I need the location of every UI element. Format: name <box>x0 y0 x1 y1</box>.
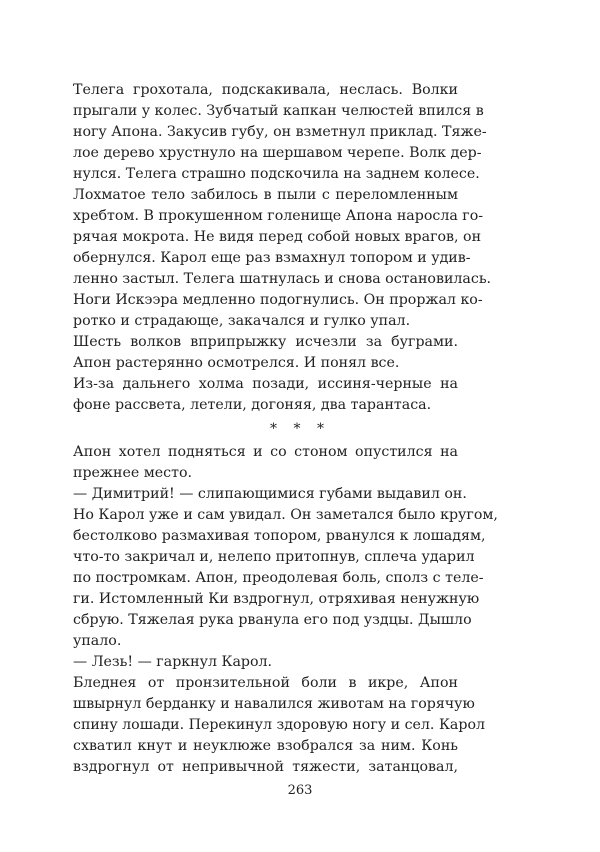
text-line: ротко и страдающе, закачался и гулко упал. <box>73 313 411 329</box>
text-line: что-то закричал и, нелепо притопнув, сплеча ударил <box>73 549 475 565</box>
text-line: ногу Апона. Закусив губу, он взметнул приклад. Тяже- <box>73 124 487 140</box>
text-line: Лохматое тело забилось в пыли с переломленным <box>73 187 458 203</box>
text-line: прыгали у колес. Зубчатый капкан челюстей впился в <box>73 103 484 119</box>
text-line: нулся. Телега страшно подскочила на заднем колесе. <box>73 166 480 182</box>
text-line: бестолково размахивая топором, рванулся к лошадям, <box>73 528 486 544</box>
text-line: прежнее место. <box>73 465 193 481</box>
text-line: Но Карол уже и сам увидал. Он заметался было кругом, <box>73 507 498 523</box>
text-line: хребтом. В прокушенном голенище Апона наросла го- <box>73 208 484 224</box>
text-line: обернулся. Карол еще раз взмахнул топором и удив- <box>73 250 471 266</box>
text-line: Апон растерянно осмотрелся. И понял все. <box>73 355 400 371</box>
page-number: 263 <box>287 783 313 798</box>
text-line: рячая мокрота. Не видя перед собой новых врагов, он <box>73 229 482 245</box>
text-line: ги. Истомленный Ки вздрогнул, отряхивая ненужную <box>73 591 480 607</box>
text-line: спину лошади. Перекинул здоровую ногу и сел. Карол <box>73 717 486 733</box>
text-line: — Димитрий! — слипающимися губами выдавил он. <box>73 486 467 502</box>
text-line: Из-за дальнего холма позади, иссиня-черные на <box>73 376 458 392</box>
text-line: схватил кнут и неуклюже взобрался за ним. Конь <box>73 738 458 754</box>
text-line: Бледнея от пронзительной боли в икре, Апон <box>73 675 458 691</box>
text-line: лое дерево хрустнуло на шершавом черепе. Волк дер- <box>73 145 482 161</box>
text-line: Ноги Искээра медленно подогнулись. Он проржал ко- <box>73 292 483 308</box>
text-line: Апон хотел подняться и со стоном опустился на <box>73 444 458 460</box>
section-separator: * * * <box>270 421 330 437</box>
text-line: фоне рассвета, летели, догоняя, два тарантаса. <box>73 397 432 413</box>
text-line: — Лезь! — гаркнул Карол. <box>73 654 273 670</box>
text-line: ленно застыл. Телега шатнулась и снова остановилась. <box>73 271 492 287</box>
text-line: упало. <box>73 633 122 649</box>
text-line: Шесть волков вприпрыжку исчезли за буграми. <box>73 334 458 350</box>
text-line: сбрую. Тяжелая рука рванула его под уздцы. Дышло <box>73 612 472 628</box>
text-line: Телега грохотала, подскакивала, неслась. Волки <box>73 82 458 98</box>
text-line: по постромкам. Апон, преодолевая боль, сполз с теле- <box>73 570 484 586</box>
text-line: вздрогнул от непривычной тяжести, затанцовал, <box>73 759 458 775</box>
text-line: швырнул берданку и навалился животам на горячую <box>73 696 475 712</box>
